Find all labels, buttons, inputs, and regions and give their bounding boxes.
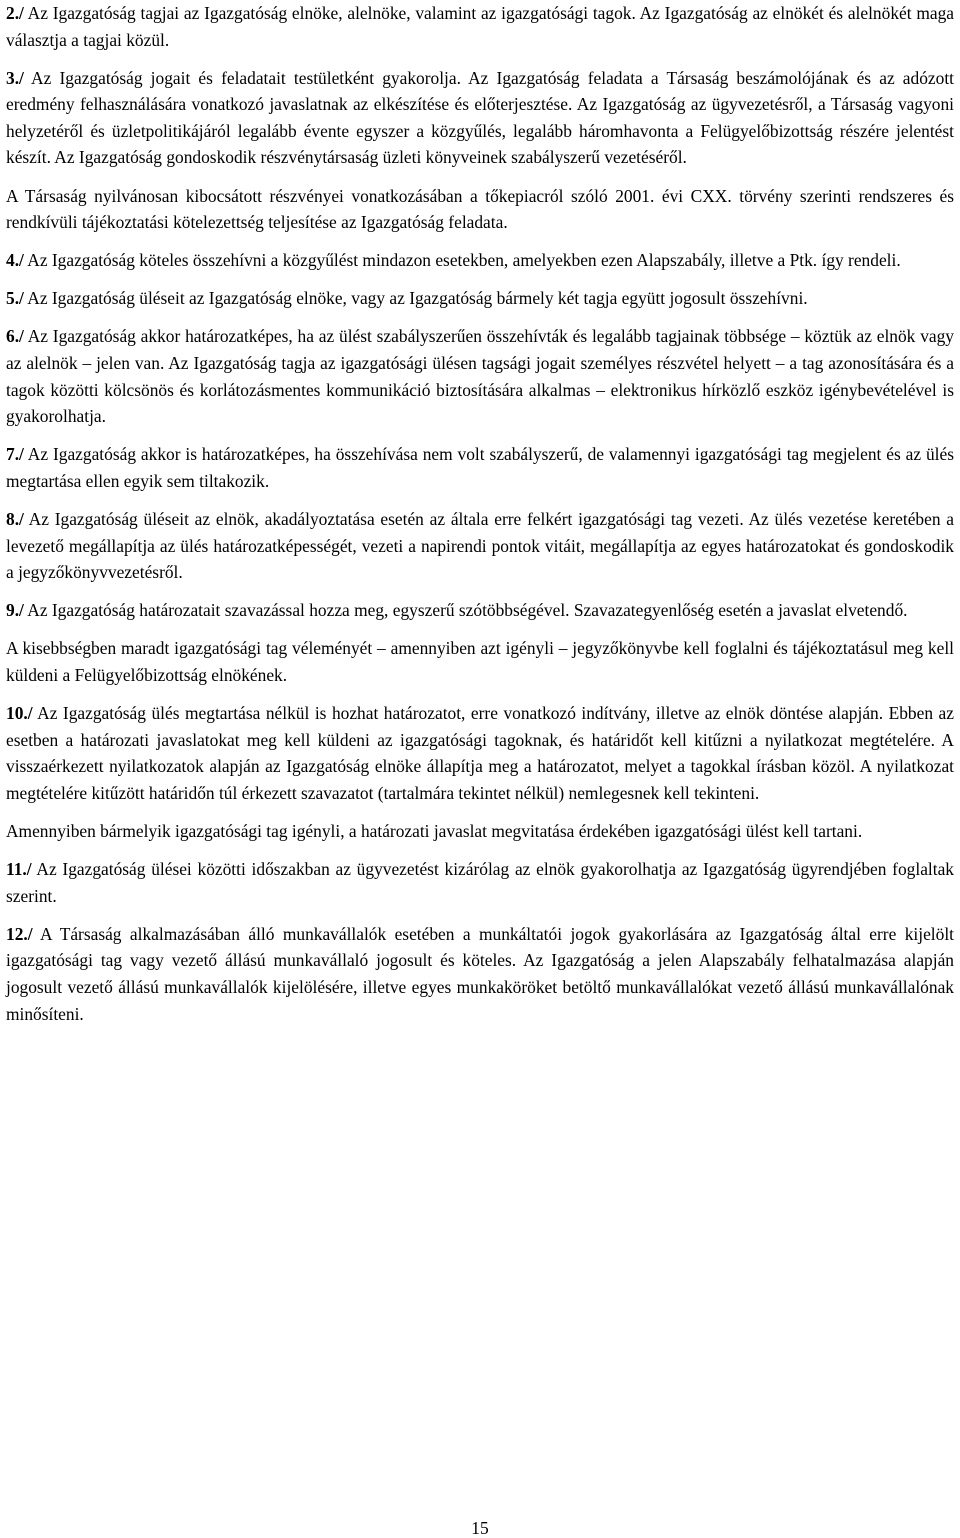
- paragraph-7: [6, 441, 954, 494]
- paragraph-8: [6, 506, 954, 586]
- paragraph-text: Az Igazgatóság jogait és feladatait testületként gyakorolja. Az Igazgatóság feladata a Társaság beszámolójának és az adózott eredmény felhasználására vonatkozó javaslatnak az elkészítése és előterjesztése. Az Igazgatóság az ügyvezetésről, a Társaság vagyoni helyzetéről és üzletpolitikájáról legalább évente egyszer a közgyűlés, legalább háromhavonta a Felügyelőbizottság részére jelentést készít. Az Igazgatóság gondoskodik részvénytársaság üzleti könyveinek szabályszerű vezetéséről.: [6, 67, 954, 168]
- paragraph-10-continued: [6, 818, 954, 845]
- paragraph-text: Az Igazgatóság tagjai az Igazgatóság elnöke, alelnöke, valamint az igazgatósági tagok. Az Igazgatóság az elnökét és alelnökét maga választja a tagjai közül.: [6, 3, 954, 50]
- paragraph-text: Az Igazgatóság ülései közötti időszakban az ügyvezetést kizárólag az elnök gyakorolhatja az Igazgatóság ügyrendjében foglaltak szerint.: [6, 859, 954, 906]
- paragraph-number: 3./: [6, 67, 24, 88]
- paragraph-text: Az Igazgatóság határozatait szavazással hozza meg, egyszerű szótöbbségével. Szavazategyenlőség esetén a javaslat elvetendő.: [23, 600, 908, 621]
- paragraph-text: A kisebbségben maradt igazgatósági tag véleményét – amennyiben azt igényli – jegyzőkönyvbe kell foglalni és tájékoztatásul meg kell küldeni a Felügyelőbizottság elnökének.: [6, 638, 954, 685]
- paragraph-number: 4./: [6, 250, 24, 271]
- paragraph-number: 11./: [6, 859, 32, 880]
- paragraph-text: A Társaság alkalmazásában álló munkavállalók esetében a munkáltatói jogok gyakorlására az Igazgatóság által erre kijelölt igazgatósági tag vagy vezető állású munkavállaló jogosult és köteles. Az Igazgatóság a jelen Alapszabály felhatalmazása alapján jogosult vezető állású munkavállalók kijelölésére, illetve egyes munkaköröket betöltő munkavállalókat vezető állású munkavállalónak minősíteni.: [6, 923, 954, 1024]
- page-number: 15: [471, 1518, 489, 1538]
- paragraph-2: [6, 0, 954, 53]
- paragraph-text: Az Igazgatóság üléseit az elnök, akadályoztatása esetén az általa erre felkért igazgatósági tag vezeti. Az ülés vezetése keretében a levezető megállapítja az ülés határozatképességét, vezeti a napirendi pontok vitáit, megállapítja az egyes határozatokat és gondoskodik a jegyzőkönyvvezetésről.: [6, 509, 954, 583]
- paragraph-text: Amennyiben bármelyik igazgatósági tag igényli, a határozati javaslat megvitatása érdekében igazgatósági ülést kell tartani.: [6, 820, 863, 841]
- paragraph-6: [6, 323, 954, 429]
- paragraph-9: [6, 597, 954, 624]
- paragraph-text: Az Igazgatóság köteles összehívni a közgyűlést mindazon esetekben, amelyekben ezen Alapszabály, illetve a Ptk. így rendeli.: [23, 250, 901, 271]
- paragraph-number: 7./: [6, 444, 24, 465]
- paragraph-3: [6, 65, 954, 171]
- paragraph-11: [6, 856, 954, 909]
- paragraph-text: Az Igazgatóság üléseit az Igazgatóság elnöke, vagy az Igazgatóság bármely két tagja együtt jogosult összehívni.: [23, 288, 808, 309]
- paragraph-text: Az Igazgatóság ülés megtartása nélkül is hozhat határozatot, erre vonatkozó indítvány, illetve az elnök döntése alapján. Ebben az esetben a határozati javaslatokat meg kell küldeni az igazgatósági tagoknak, és határidőt kell kitűzni a nyilatkozat megtételére. A visszaérkezett nyilatkozatok alapján az Igazgatóság elnöke állapítja meg a határozatot, melyet a tagokkal írásban közöl. A nyilatkozat megtételére kitűzött határidőn túl érkezett szavazatot (tartalmára tekintet nélkül) nemlegesnek kell tekinteni.: [6, 703, 954, 803]
- paragraph-text: Az Igazgatóság akkor határozatképes, ha az ülést szabályszerűen összehívták és legalább tagjainak többsége – köztük az elnök vagy az alelnök – jelen van. Az Igazgatóság tagja az igazgatósági ülésen tagsági jogait személyes részvétel helyett – a tag azonosítására és a tagok közötti kölcsönös és korlátozásmentes kommunikáció biztosítására alkalmas – elektronikus hírközlő eszköz igénybevételével is gyakorolhatja.: [6, 326, 954, 427]
- paragraph-number: 10./: [6, 703, 33, 724]
- paragraph-10: [6, 700, 954, 806]
- paragraph-number: 6./: [6, 326, 24, 347]
- paragraph-number: 12./: [6, 923, 33, 944]
- document-page: [6, 0, 954, 1027]
- paragraph-number: 9./: [6, 600, 24, 621]
- paragraph-12: [6, 921, 954, 1027]
- paragraph-number: 2./: [6, 3, 24, 23]
- paragraph-5: [6, 285, 954, 312]
- paragraph-text: Az Igazgatóság akkor is határozatképes, ha összehívása nem volt szabályszerű, de valamennyi igazgatósági tag megjelent és az ülés megtartása ellen egyik sem tiltakozik.: [6, 444, 954, 491]
- paragraph-text: A Társaság nyilvánosan kibocsátott részvényei vonatkozásában a tőkepiacról szóló 2001. évi CXX. törvény szerinti rendszeres és rendkívüli tájékoztatási kötelezettség teljesítése az Igazgatóság feladata.: [6, 185, 954, 233]
- paragraph-3-continued: [6, 183, 954, 236]
- paragraph-number: 8./: [6, 509, 24, 529]
- paragraph-number: 5./: [6, 288, 24, 309]
- paragraph-4: [6, 247, 954, 274]
- paragraph-9-continued: [6, 635, 954, 688]
